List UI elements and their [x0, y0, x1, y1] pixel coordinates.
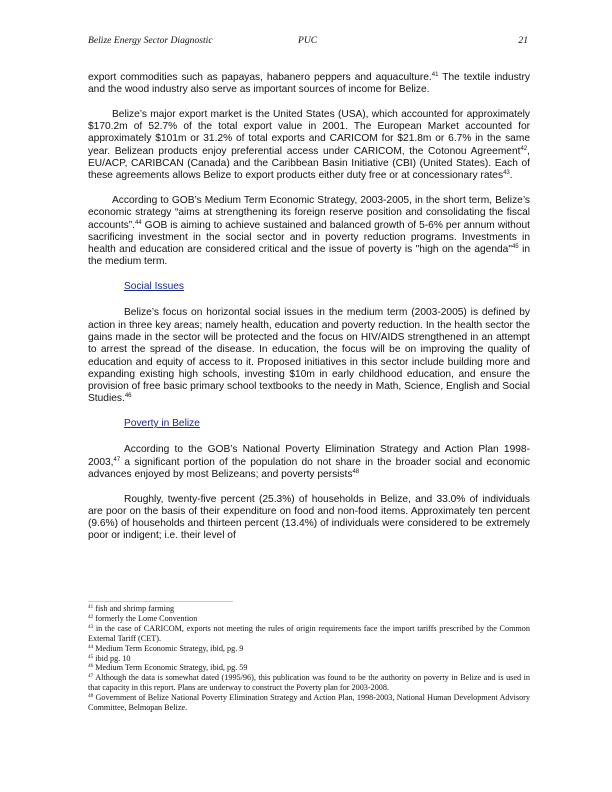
footnote-number: 45 — [88, 653, 94, 660]
footnote-separator — [88, 601, 233, 602]
paragraph-text: The textile industry and the wood industry also serve as important sources of income for Belize. — [88, 72, 530, 96]
footnote-text: formerly the Lome Convention — [93, 613, 198, 623]
footnote-number: 46 — [88, 663, 94, 670]
paragraph-poverty-strategy — [88, 444, 530, 481]
footnote-text: Medium Term Economic Strategy, ibid, pg. 59 — [93, 663, 248, 673]
paragraph-text: Belize’s focus on horizontal social issues in the medium term (2003-2005) is defined by action in three key areas; namely health, education and poverty reduction. In the health sector the gains made in the sector will be protected and the focus on HIV/AIDS strengthened in an attempt to arrest the spread of the disease. In education, the focus will be on improving the quality of education and equity of access to it. Proposed initiatives in this sector include building more and expanding existing high schools, investing $10m in early childhood education, and ensure the provision of free basic primary school textbooks to the needy in Math, Science, English and Social Studies. — [88, 307, 530, 405]
paragraph-text: Roughly, twenty-five percent (25.3%) of households in Belize, and 33.0% of individuals are poor on the basis of their expenditure on food and non-food items. Approximately ten percent (9.6%) of households and thirteen percent (13.4%) of individuals were considered to be extremely poor or indigent; i.e. their level of — [88, 493, 530, 542]
footnote-42 — [88, 614, 530, 624]
footnote-number: 48 — [88, 693, 94, 700]
paragraph-economic-strategy — [88, 195, 530, 269]
footnote-number: 42 — [88, 613, 94, 620]
body-text — [88, 72, 530, 555]
paragraph-text: in the medium term. — [88, 244, 530, 268]
footnote-ref-44[interactable]: 44 — [135, 219, 142, 226]
footnote-46 — [88, 663, 530, 673]
footnote-ref-47[interactable]: 47 — [113, 456, 121, 463]
footnote-text: fish and shrimp farming — [93, 604, 175, 613]
footnote-ref-46[interactable]: 46 — [124, 393, 132, 400]
footnote-43 — [88, 624, 530, 644]
footnote-number: 44 — [88, 643, 94, 650]
header-document-title: Belize Energy Sector Diagnostic — [88, 35, 213, 46]
paragraph-text: GOB is aiming to achieve sustained and balanced growth of 5-6% per annum without sacrificing investment in the social sector and in poverty reduction programs. Investments in health and education are considered critical and the issue of poverty is "high on the agenda" — [88, 219, 530, 256]
footnote-48 — [88, 693, 530, 713]
paragraph-text: . — [509, 170, 513, 182]
paragraph-text: According to GOB’s Medium Term Economic Strategy, 2003-2005, in the short term, Belize’s economic strategy “aims at strengthening its foreign reserve position and consolidating the fiscal accounts”. — [88, 194, 530, 231]
paragraph-text: According to the GOB’s National Poverty Elimination Strategy and Action Plan 1998-2003, — [88, 444, 530, 468]
footnote-ref-45[interactable]: 45 — [511, 244, 519, 251]
header-page-number: 21 — [518, 35, 528, 46]
paragraph-text: , EU/ACP, CARIBCAN (Canada) and the Caribbean Basin Initiative (CBI) (United States). Each of these agreements allows Belize to export products either duty free or at concessionary rates — [88, 145, 530, 182]
footnote-text: ibid pg. 10 — [93, 653, 131, 663]
paragraph-text: a significant portion of the population do not share in the broader social and economic advances enjoyed by most Belizeans; and poverty persists — [88, 456, 530, 480]
header-organization: PUC — [298, 35, 318, 46]
footnote-ref-43[interactable]: 43 — [503, 170, 510, 177]
paragraph-exports-continued — [88, 72, 530, 97]
paragraph-poverty-statistics — [88, 494, 530, 543]
footnote-number: 43 — [88, 623, 94, 630]
paragraph-social-focus — [88, 307, 530, 405]
footnote-number: 41 — [88, 604, 94, 610]
section-heading-poverty — [124, 418, 530, 430]
footnote-41 — [88, 604, 530, 614]
social-issues-link[interactable]: Social Issues — [124, 281, 185, 293]
poverty-in-belize-link[interactable]: Poverty in Belize — [124, 418, 200, 430]
footnote-ref-48[interactable]: 48 — [352, 468, 360, 475]
footnote-text: Government of Belize National Poverty Elimination Strategy and Action Plan, 1998-2003, National Human Development Advisory Committee, Belmopan Belize. — [88, 693, 530, 713]
paragraph-text: export commodities such as papayas, habanero peppers and aquaculture. — [88, 72, 432, 83]
footnotes — [88, 604, 530, 713]
footnote-text: Medium Term Economic Strategy, ibid, pg. 9 — [93, 643, 244, 653]
footnote-45 — [88, 654, 530, 664]
footnote-ref-41[interactable]: 41 — [431, 72, 439, 78]
page-header — [88, 35, 528, 49]
footnote-ref-42[interactable]: 42 — [520, 145, 528, 152]
footnote-number: 47 — [88, 673, 94, 680]
section-heading-social-issues — [124, 281, 530, 293]
paragraph-text: Belize’s major export market is the United States (USA), which accounted for approximately $170.2m of 52.7% of the total export value in 2001. The European Market accounted for approximately $101m or 31.2% of total exports and CARICOM for $21.8m or 6.7% in the same year. Belizean products enjoy preferential access under CARICOM, the Cotonou Agreement — [88, 108, 530, 157]
footnote-44 — [88, 644, 530, 654]
footnote-text: Although the data is somewhat dated (1995/96), this publication was found to be the authority on poverty in Belize and is used in that capacity in this report. Plans are underway to construct the Poverty plan for 2003-2008. — [88, 673, 530, 693]
paragraph-export-markets — [88, 109, 530, 183]
footnote-text: in the case of CARICOM, exports not meeting the rules of origin requirements face the import tariffs prescribed by the Common External Tariff (CET). — [88, 623, 530, 643]
footnote-47 — [88, 673, 530, 693]
